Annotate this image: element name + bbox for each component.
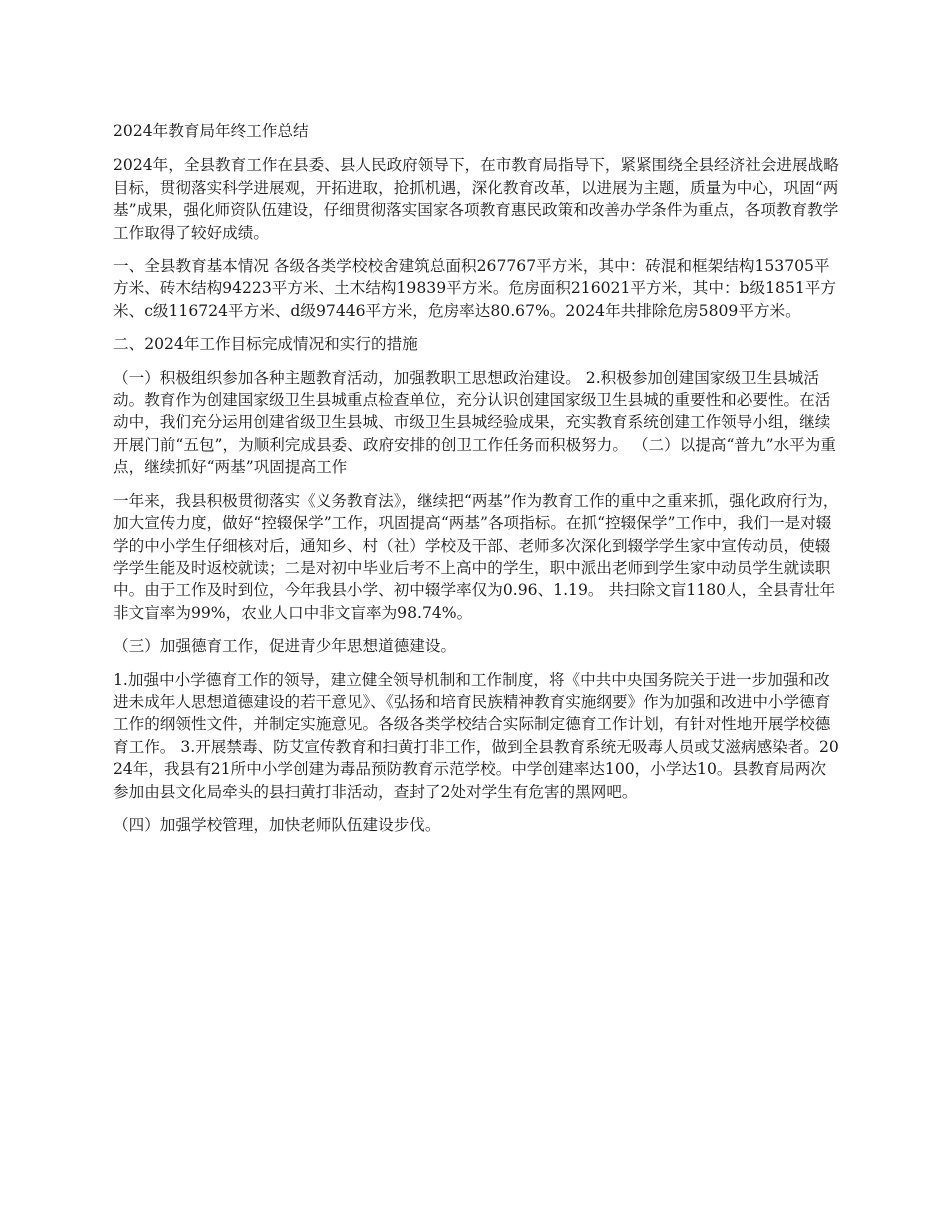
- subheading-moral-education: （三）加强德育工作，促进青少年思想道德建设。: [113, 637, 457, 656]
- paragraph-basic-situation: 一、全县教育基本情况 各级各类学校校舍建筑总面积267767平方米，其中：砖混和框架结构153705平方米、砖木结构94223平方米、土木结构19839平方米。危房面积216021平方米，其中：b级1851平方米、c级116724平方米、d级97446平方米，危房率达80.67%。2024年共排除危房5809平方米。: [113, 257, 837, 320]
- paragraph-themed-education: （一）积极组织参加各种主题教育活动，加强教职工思想政治建设。 2.积极参加创建国家级卫生县城活动。教育作为创建国家级卫生县城重点检查单位，充分认识创建国家级卫生县城的重要性和必要性。在活动中，我们充分运用创建省级卫生县城、市级卫生县城经验成果，充实教育系统创建工作领导小组，继续开展门前“五包”，为顺利完成县委、政府安排的创卫工作任务而积极努力。 （二）以提高“普九”水平为重点，继续抓好“两基”巩固提高工作: [113, 368, 836, 477]
- paragraph-intro: 2024年，全县教育工作在县委、县人民政府领导下，在市教育局指导下，紧紧围绕全县经济社会进展战略目标，贯彻落实科学进展观，开拓进取，抢抓机遇，深化教育改革，以进展为主题，质量为中心，巩固“两基”成果，强化师资队伍建设，仔细贯彻落实国家各项教育惠民政策和改善办学条件为重点，各项教育教学工作取得了较好成绩。: [113, 156, 839, 242]
- document-body: [113, 120, 839, 847]
- section-heading-goals: 二、2024年工作目标完成情况和实行的措施: [113, 335, 418, 354]
- subheading-school-management: （四）加强学校管理，加快老师队伍建设步伐。: [113, 815, 441, 834]
- paragraph-compulsory-education: 一年来，我县积极贯彻落实《义务教育法》，继续把“两基”作为教育工作的重中之重来抓，强化政府行为，加大宣传力度，做好“控辍保学”工作，巩固提高“两基”各项指标。在抓“控辍保学”工作中，我们一是对辍学的中小学生仔细核对后，通知乡、村（社）学校及干部、老师多次深化到辍学学生家中宣传动员，使辍学学生能及时返校就读；二是对初中毕业后考不上高中的学生，职中派出老师到学生家中动员学生就读职中。由于工作及时到位，今年我县小学、初中辍学率仅为0.96、1.19。 共扫除文盲1180人，全县青壮年非文盲率为99%，农业人口中非文盲率为98.74%。: [113, 491, 839, 622]
- paragraph-moral-education: 1.加强中小学德育工作的领导，建立健全领导机制和工作制度，将《中共中央国务院关于进一步加强和改进未成年人思想道德建设的若干意见》、《弘扬和培育民族精神教育实施纲要》作为加强和改进中小学德育工作的纲领性文件，并制定实施意见。各级各类学校结合实际制定德育工作计划，有针对性地开展学校德育工作。 3.开展禁毒、防艾宣传教育和扫黄打非工作，做到全县教育系统无吸毒人员或艾滋病感染者。2024年，我县有21所中小学创建为毒品预防教育示范学校。中学创建率达100，小学达10。县教育局两次参加由县文化局牵头的县扫黄打非活动，查封了2处对学生有危害的黑网吧。: [113, 670, 839, 801]
- document-title: 2024年教育局年终工作总结: [113, 122, 309, 140]
